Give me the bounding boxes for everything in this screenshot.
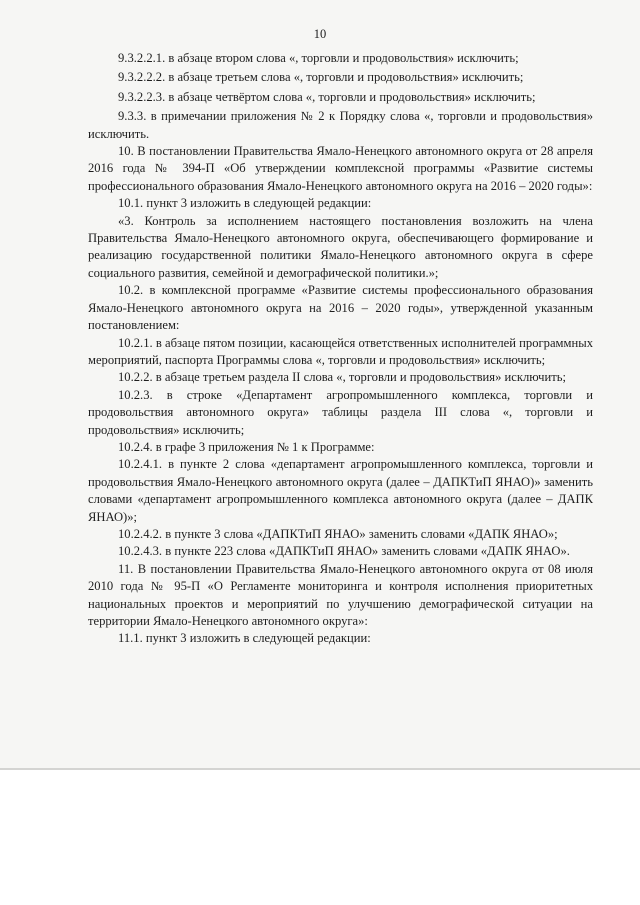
- paragraph: 10.2.2. в абзаце третьем раздела II слова «, торговли и продовольствия» исключить;: [118, 370, 566, 385]
- paragraph: 9.3.3. в примечании приложения № 2 к Порядку слова «, торговли и продовольствия» исключить.: [88, 109, 593, 141]
- paragraph: 10.2. в комплексной программе «Развитие системы профессионального образования Ямало-Ненецкого автономного округа на 2016 – 2020 годы», утвержденной указанным постановлением:: [88, 283, 593, 333]
- paragraph: 10.2.4.3. в пункте 223 слова «ДАПКТиП ЯНАО» заменить словами «ДАПК ЯНАО».: [118, 544, 570, 559]
- paragraph: 9.3.2.2.2. в абзаце третьем слова «, торговли и продовольствия» исключить;: [118, 70, 524, 85]
- paragraph: 10. В постановлении Правительства Ямало-Ненецкого автономного округа от 28 апреля 2016 года № 394-П «Об утверждении комплексной программы «Развитие системы профессионального образования Ямало-Ненецкого автономного округа на 2016 – 2020 годы»:: [88, 144, 593, 193]
- blank-area: [0, 770, 640, 905]
- paragraph: 10.2.4.2. в пункте 3 слова «ДАПКТиП ЯНАО» заменить словами «ДАПК ЯНАО»;: [118, 526, 558, 541]
- paragraph: 11.1. пункт 3 изложить в следующей редакции:: [118, 631, 371, 646]
- paragraph: 10.2.4. в графе 3 приложения № 1 к Программе:: [118, 439, 375, 454]
- paragraph: 10.2.4.1. в пункте 2 слова «департамент агропромышленного комплекса, торговли и продовольствия Ямало-Ненецкого автономного округа (далее – ДАПКТиП ЯНАО)» заменить словами «департамент агропромышленного комплекса автономного округа (далее – ДАПК ЯНАО)»;: [88, 457, 593, 524]
- paragraph: 10.2.3. в строке «Департамент агропромышленного комплекса, торговли и продовольствия автономного округа» таблицы раздела III слова «, торговли и продовольствия» исключить;: [88, 387, 593, 437]
- document-body: [88, 50, 593, 648]
- paragraph: 10.1. пункт 3 изложить в следующей редакции:: [118, 196, 372, 211]
- paragraph: 9.3.2.2.3. в абзаце четвёртом слова «, торговли и продовольствия» исключить;: [118, 89, 536, 104]
- paragraph: 10.2.1. в абзаце пятом позиции, касающейся ответственных исполнителей программных мероприятий, паспорта Программы слова «, торговли и продовольствия» исключить;: [88, 335, 593, 367]
- paragraph: «3. Контроль за исполнением настоящего постановления возложить на члена Правительства Ямало-Ненецкого автономного округа, обеспечивающего формирование и реализацию государственной политики Ямало-Ненецкого автономного округа в сфере социального развития, семейной и демографической политики.»;: [88, 213, 593, 280]
- paragraph: 9.3.2.2.1. в абзаце втором слова «, торговли и продовольствия» исключить;: [118, 51, 519, 65]
- paragraph: 11. В постановлении Правительства Ямало-Ненецкого автономного округа от 08 июля 2010 года № 95-П «О Регламенте мониторинга и контроля исполнения приоритетных национальных проектов и мероприятий по улучшению демографической ситуации на территории Ямало-Ненецкого автономного округа»:: [88, 561, 593, 628]
- page-number: 10: [313, 27, 327, 41]
